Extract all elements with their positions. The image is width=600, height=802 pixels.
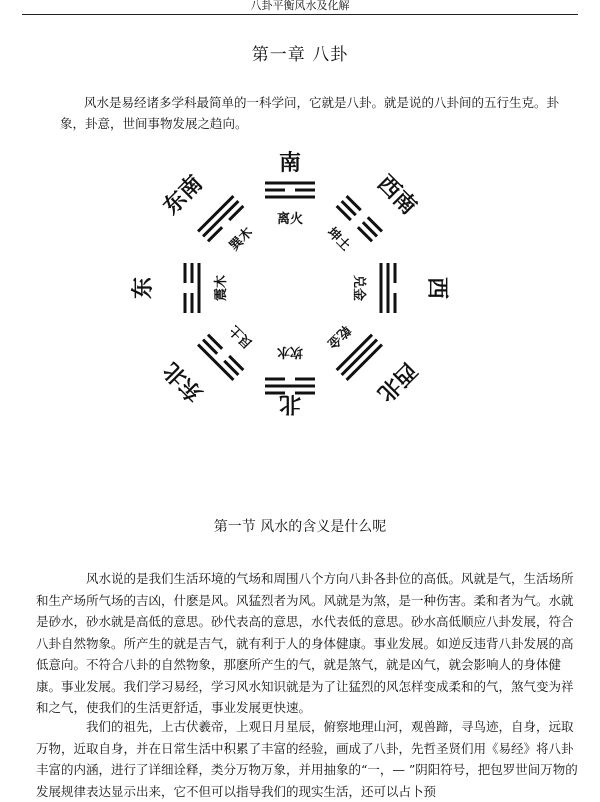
running-header: 八卦平衡风水及化解 <box>250 0 350 12</box>
section-title: 第一节 风水的含义是什么呢 <box>213 519 387 535</box>
header-rule <box>22 14 578 15</box>
body-paragraph: 风水说的是我们生活环境的气场和周围八个方向八卦各卦位的高低。风就是气，生活场所和生产场所气场的吉凶，什麽是风。风猛烈者为风。风就是为煞，是一种伤害。柔和者为气。水就是砂水，砂水就是高低的意思。砂代表高的意思，水代表低的意思。砂水高低顺应八卦发展，符合八卦自然物象。所产生的就是吉气，就有利于人的身体健康。事业发展。如逆反违背八卦发展的高低意向。不符合八卦的自然物象，那麽所产生的气，就是煞气，就是凶气，就会影响人的身体健康。事业发展。我们学习易经，学习风水知识就是为了让猛烈的风怎样变成柔和的气，煞气变为祥和之气，使我们的生活更舒适，事业发展更快速。 <box>36 571 574 715</box>
inner-label-dui: 兑金 <box>351 274 366 302</box>
bagua-diagram <box>130 145 450 435</box>
direction-southwest: 西南 <box>372 171 421 220</box>
chapter-title: 第一章 八卦 <box>251 45 349 65</box>
inner-label-gen: 艮土 <box>227 321 257 351</box>
trigram-zhen <box>185 263 199 313</box>
inner-label-qian: 乾金 <box>323 321 353 351</box>
direction-south: 南 <box>278 151 302 176</box>
inner-label-kan: 坎水 <box>276 344 304 359</box>
inner-label-zhen: 震木 <box>214 274 229 302</box>
body-paragraph: 我们的祖先，上古伏羲帝，上观日月星辰，俯察地理山河，观兽蹄，寻鸟迹，自身，远取万物，近取自身，并在日常生活中积累了丰富的经验，画成了八卦，先哲圣贤们用《易经》将八卦丰富的内涵，进行了详细诠释，类分万物万象，并用抽象的“一，— ”阴阳符号，把包罗世间万物的发展规律表达显示出来，它不但可以指导我们的现实生活，还可以占卜预 <box>36 719 578 799</box>
inner-label-li: 离火 <box>276 212 304 227</box>
trigram-kan <box>265 379 315 393</box>
inner-label-xun: 巽木 <box>227 225 257 255</box>
intro-paragraph: 风水是易经诸多学科最简单的一科学问，它就是八卦。就是说的八卦间的五行生克。卦象，卦意，世间事物发展之趋向。 <box>60 95 560 131</box>
direction-west: 西 <box>424 276 449 300</box>
inner-label-kun: 坤土 <box>323 225 353 255</box>
direction-northeast: 东北 <box>159 357 208 406</box>
trigram-dui <box>381 263 395 313</box>
direction-north: 北 <box>278 391 302 416</box>
direction-east: 东 <box>131 276 156 300</box>
trigram-li <box>265 183 315 197</box>
direction-southeast: 东南 <box>159 171 208 220</box>
direction-northwest: 西北 <box>372 357 421 406</box>
